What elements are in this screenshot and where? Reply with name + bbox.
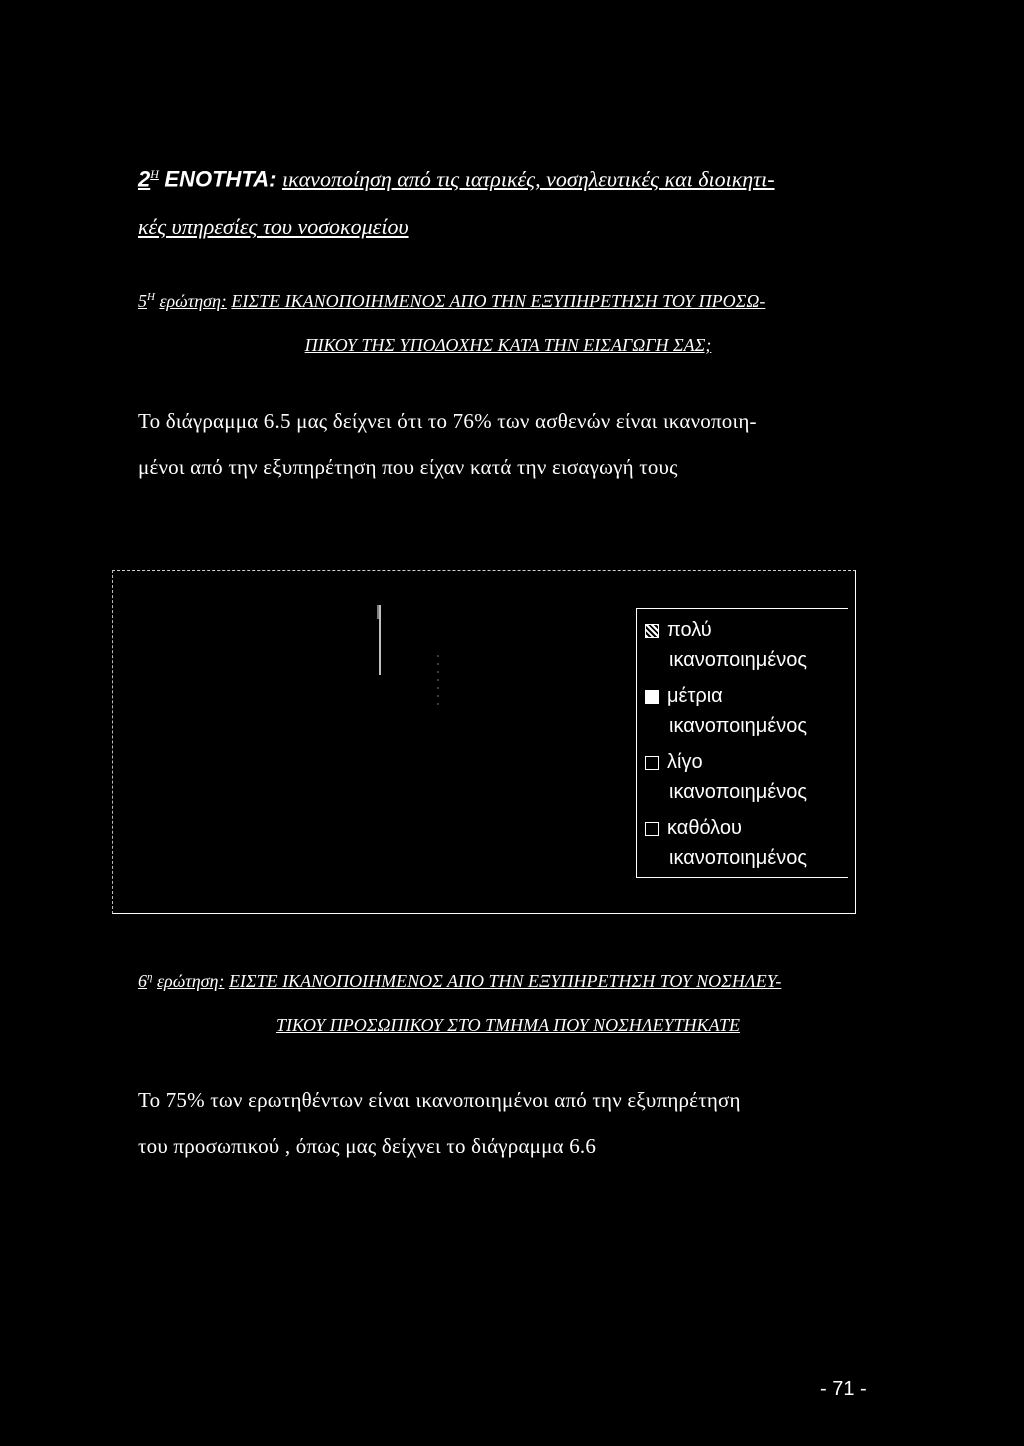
legend-swatch-outline <box>645 756 659 770</box>
legend-swatch-outline <box>645 822 659 836</box>
chart-legend <box>636 608 848 878</box>
section-title-line2: κές υπηρεσίες του νοσοκομείου <box>138 214 409 240</box>
page-number: - 71 - <box>820 1378 867 1400</box>
section-title-line1: ικανοποίηση από τις ιατρικές, νοσηλευτικές και διοικητι- <box>281 166 775 192</box>
legend-label: ικανοποιημένος <box>669 649 808 671</box>
legend-label: ικανοποιημένος <box>669 847 808 869</box>
legend-item-moderately-satisfied <box>645 681 845 741</box>
question-6-label: ερώτηση: <box>156 971 225 991</box>
legend-label: καθόλου <box>667 817 742 839</box>
paragraph-2 <box>138 1077 878 1169</box>
question-5-text-line2: ΠΙΚΟΥ ΤΗΣ ΥΠΟΔΟΧΗΣ ΚΑΤΑ ΤΗΝ ΕΙΣΑΓΩΓΗ ΣΑΣ; <box>304 335 712 355</box>
question-5 <box>138 275 878 367</box>
legend-label: ικανοποιημένος <box>669 715 808 737</box>
paragraph-2-line1: Το 75% των ερωτηθέντων είναι ικανοποιημένοι από την εξυπηρέτηση <box>138 1088 741 1112</box>
legend-swatch-pattern <box>645 624 659 638</box>
pie-chart <box>360 595 480 715</box>
legend-label: λίγο <box>667 751 703 773</box>
legend-label: πολύ <box>667 619 712 641</box>
question-5-text-line1: ΕΙΣΤΕ ΙΚΑΝΟΠΟΙΗΜΕΝΟΣ ΑΠΟ ΤΗΝ ΕΞΥΠΗΡΕΤΗΣΗ ΤΟΥ ΠΡΟΣΩ- <box>231 291 766 311</box>
question-6-text-line1: ΕΙΣΤΕ ΙΚΑΝΟΠΟΙΗΜΕΝΟΣ ΑΠΟ ΤΗΝ ΕΞΥΠΗΡΕΤΗΣΗ ΤΟΥ ΝΟΣΗΛΕΥ- <box>228 971 782 991</box>
section-heading <box>138 150 878 251</box>
legend-item-very-satisfied <box>645 615 845 675</box>
question-6-superscript: η <box>147 971 153 983</box>
legend-label: ικανοποιημένος <box>669 781 808 803</box>
section-number-superscript: Η <box>150 167 159 181</box>
legend-item-little-satisfied <box>645 747 845 807</box>
question-6-number: 6 <box>138 971 147 991</box>
section-number: 2 <box>138 166 151 192</box>
legend-swatch-solid <box>645 690 659 704</box>
question-5-number: 5 <box>138 291 147 311</box>
legend-label: μέτρια <box>667 685 723 707</box>
question-6-text-line2: ΤΙΚΟΥ ΠΡΟΣΩΠΙΚΟΥ ΣΤΟ ΤΜΗΜΑ ΠΟΥ ΝΟΣΗΛΕΥΤΗΚΑΤΕ <box>275 1015 741 1035</box>
paragraph-1-line2: μένοι από την εξυπηρέτηση που είχαν κατά την εισαγωγή τους <box>138 455 678 479</box>
question-5-superscript: Η <box>147 291 155 303</box>
paragraph-2-line2: του προσωπικού , όπως μας δείχνει το διάγραμμα 6.6 <box>138 1134 597 1158</box>
section-label: ΕΝΟΤΗΤΑ: <box>164 166 277 192</box>
question-5-label: ερώτηση: <box>159 291 227 311</box>
question-6 <box>138 955 878 1047</box>
paragraph-1-line1: Το διάγραμμα 6.5 μας δείχνει ότι το 76% των ασθενών είναι ικανοποιη- <box>138 409 757 433</box>
paragraph-1 <box>138 398 878 490</box>
legend-item-not-satisfied <box>645 813 845 873</box>
